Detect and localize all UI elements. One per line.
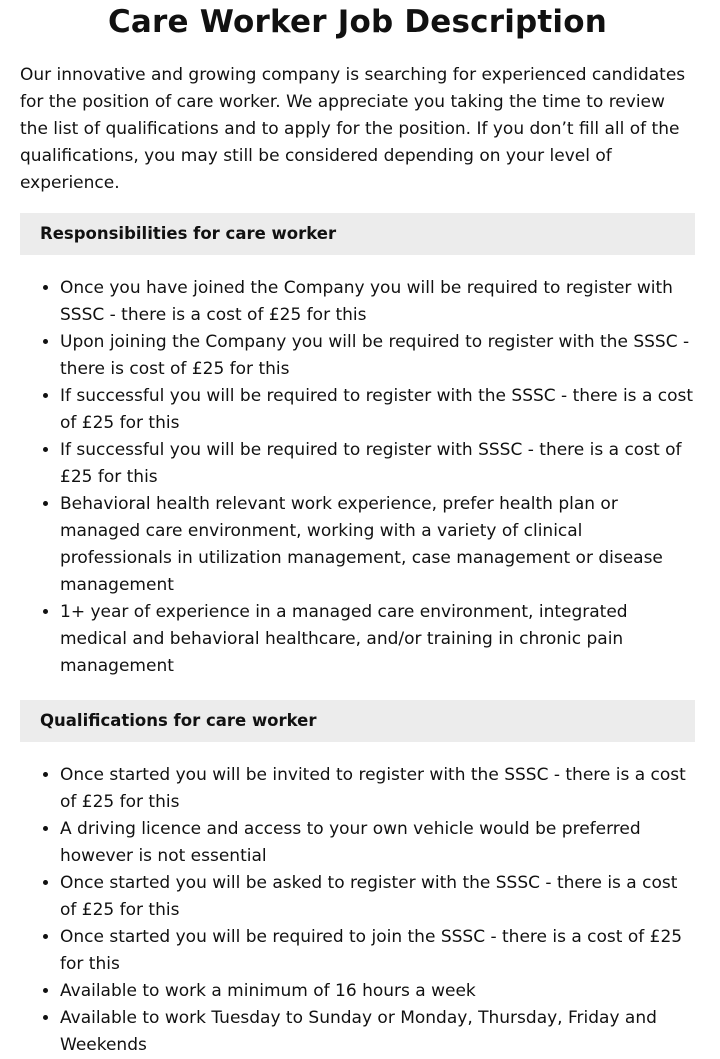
responsibilities-heading: Responsibilities for care worker — [20, 213, 695, 255]
list-item: • Once started you will be invited to register with the SSSC - there is a cost of £25 for this — [60, 762, 695, 816]
list-item: • 1+ year of experience in a managed care environment, integrated medical and behavioral healthcare, and/or training in chronic pain management — [60, 599, 695, 680]
list-item: • If successful you will be required to register with the SSSC - there is a cost of £25 for this — [60, 383, 695, 437]
list-item: • Behavioral health relevant work experience, prefer health plan or managed care environment, working with a variety of clinical professionals in utilization management, case management or disease management — [60, 491, 695, 599]
page-title: Care Worker Job Description — [107, 4, 608, 40]
list-item: • A driving licence and access to your own vehicle would be preferred however is not essential — [60, 816, 695, 870]
list-item: • Available to work Tuesday to Sunday or Monday, Thursday, Friday and Weekends — [60, 1005, 695, 1059]
list-item: • Once you have joined the Company you will be required to register with SSSC - there is a cost of £25 for this — [60, 275, 695, 329]
qualifications-list — [20, 742, 695, 1059]
list-item: • If successful you will be required to register with SSSC - there is a cost of £25 for this — [60, 437, 695, 491]
intro-paragraph: Our innovative and growing company is searching for experienced candidates for the position of care worker. We appreciate you taking the time to review the list of qualifications and to apply for the position. If you don’t fill all of the qualifications, you may still be considered depending on your level of experience. — [20, 65, 686, 193]
qualifications-heading: Qualifications for care worker — [20, 700, 695, 742]
list-item: • Available to work a minimum of 16 hours a week — [60, 978, 695, 1005]
list-item: • Upon joining the Company you will be required to register with the SSSC - there is cost of £25 for this — [60, 329, 695, 383]
list-item: • Once started you will be asked to register with the SSSC - there is a cost of £25 for this — [60, 870, 695, 924]
responsibilities-list — [20, 255, 695, 700]
list-item: • Once started you will be required to join the SSSC - there is a cost of £25 for this — [60, 924, 695, 978]
